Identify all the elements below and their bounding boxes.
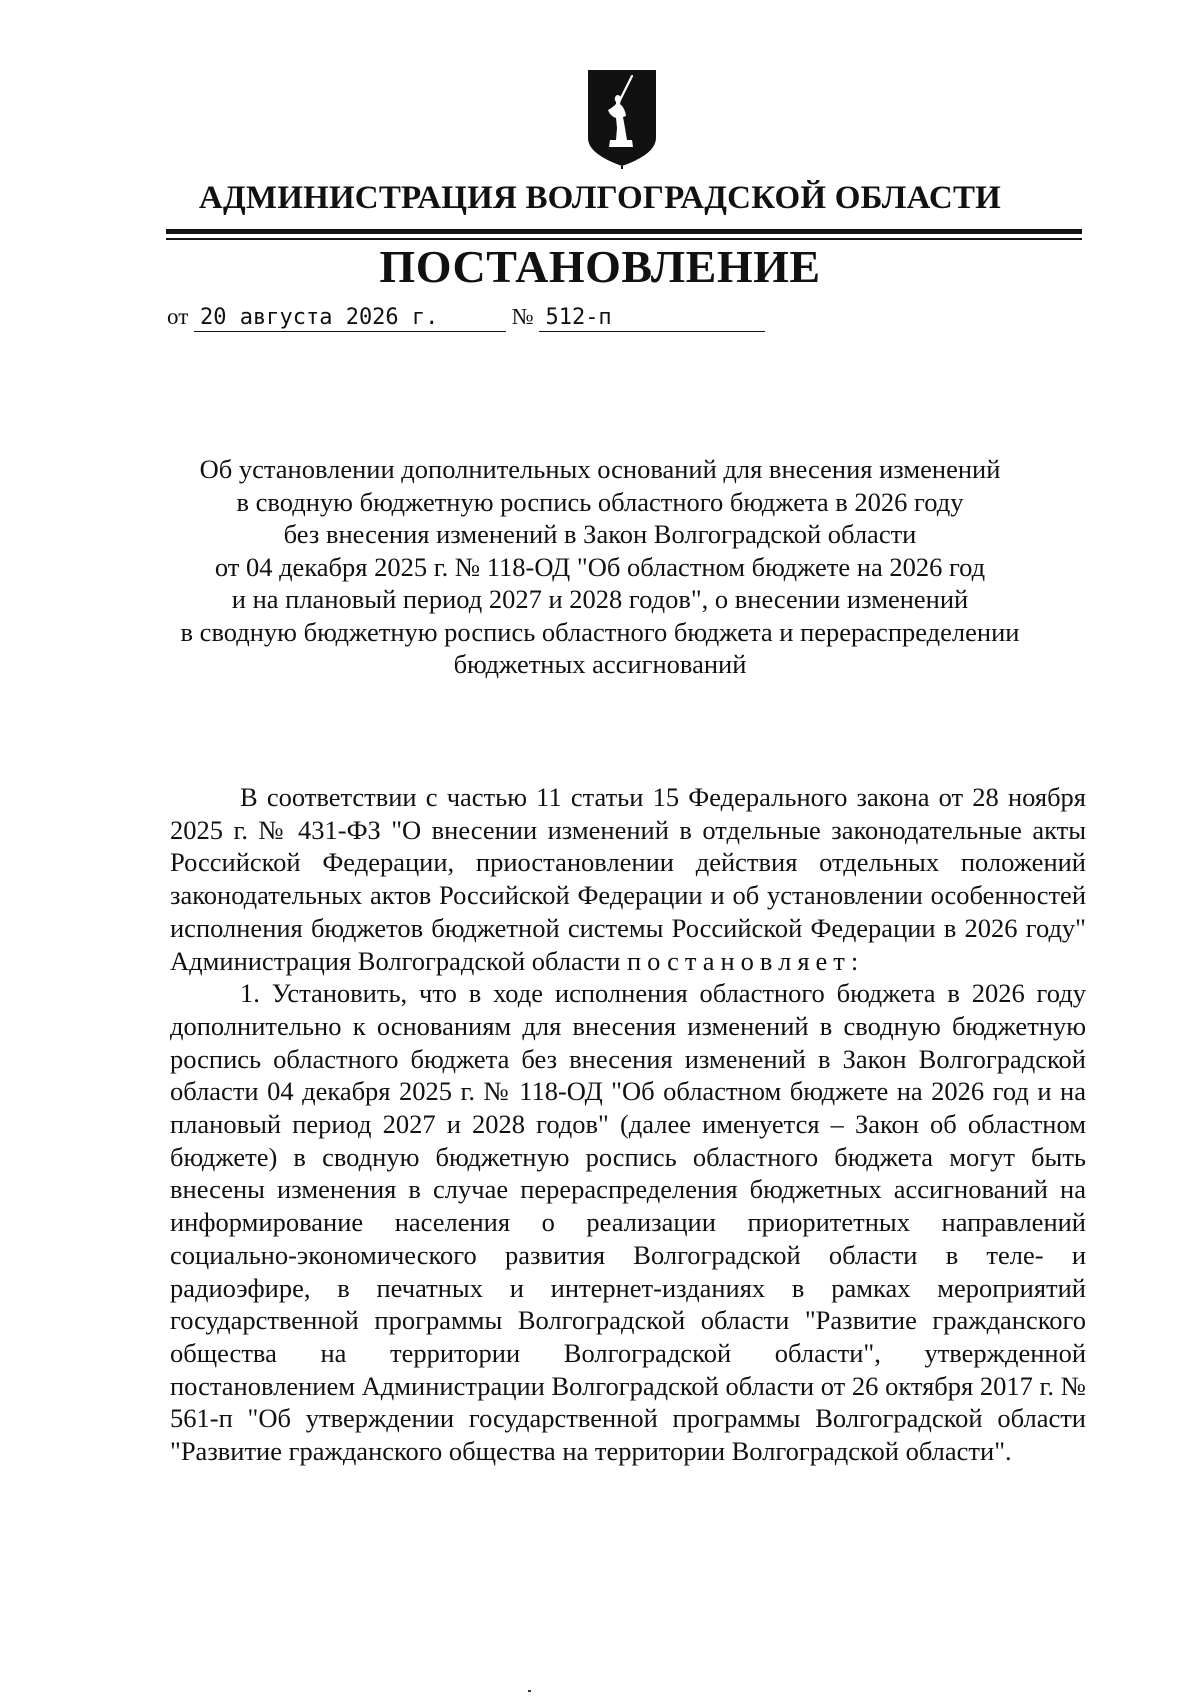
- header-rule-thick: [166, 229, 1082, 234]
- item-1-paragraph: 1. Установить, что в ходе исполнения областного бюджета в 2026 году дополнительно к основаниям для внесения изменений в сводную бюджетную роспись областного бюджета без внесения изменений в Закон Волгоградской области 04 декабря 2025 г. № 118-ОД "Об областном бюджете на 2026 год и на плановый период 2027 и 2028 годов" (далее именуется – Закон об областном бюджете) в сводную бюджетную роспись областного бюджета могут быть внесены изменения в случае перераспределения бюджетных ассигнований на информирование населения о реализации приоритетных направлений социально-экономического развития Волгоградской области в теле- и радиоэфире, в печатных и интернет-изданиях в рамках мероприятий государственной программы Волгоградской области "Развитие гражданского общества на территории Волгоградской области", утвержденной постановлением Администрации Волгоградской области от 26 октября 2017 г. № 561-п "Об утверждении государственной программы Волгоградской области "Развитие гражданского общества на территории Волгоградской области".: [170, 978, 1086, 1467]
- document-body: [170, 781, 1086, 1468]
- document-date: 20 августа 2026 г.: [194, 305, 506, 332]
- dateline: [167, 304, 765, 332]
- document-number: 512-п: [539, 305, 765, 332]
- document-type-heading: ПОСТАНОВЛЕНИЕ: [379, 241, 821, 292]
- organization-title: АДМИНИСТРАЦИЯ ВОЛГОГРАДСКОЙ ОБЛАСТИ: [198, 180, 1002, 216]
- coat-of-arms-emblem: [586, 68, 658, 170]
- page-mark: [528, 1690, 531, 1692]
- subject-line: и на плановый период 2027 и 2028 годов", о внесении изменений: [231, 584, 969, 614]
- preamble-paragraph: [170, 781, 1086, 977]
- document-subject: [150, 453, 1050, 681]
- subject-line: без внесения изменений в Закон Волгоградской области: [283, 519, 917, 549]
- subject-line: в сводную бюджетную роспись областного бюджета и перераспределении: [180, 616, 1020, 647]
- subject-line: от 04 декабря 2025 г. № 118-ОД "Об областном бюджете на 2026 год: [214, 551, 986, 582]
- preamble-text: В соответствии с частью 11 статьи 15 Федерального закона от 28 ноября 2025 г. № 431-ФЗ "О внесении изменений в отдельные законодательные акты Российской Федерации, приостановлении действия отдельных положений законодательных актов Российской Федерации и об установлении особенностей исполнения бюджетов бюджетной системы Российской Федерации в 2026 году" Администрация Волгоградской области: [170, 782, 1086, 976]
- subject-line: бюджетных ассигнований: [453, 649, 747, 679]
- number-label: №: [511, 304, 534, 329]
- subject-line: в сводную бюджетную роспись областного бюджета в 2026 году: [236, 486, 964, 517]
- subject-line: Об установлении дополнительных оснований для внесения изменений: [199, 454, 1001, 484]
- resolves-word: постановляет:: [626, 945, 865, 976]
- from-label: от: [167, 304, 189, 329]
